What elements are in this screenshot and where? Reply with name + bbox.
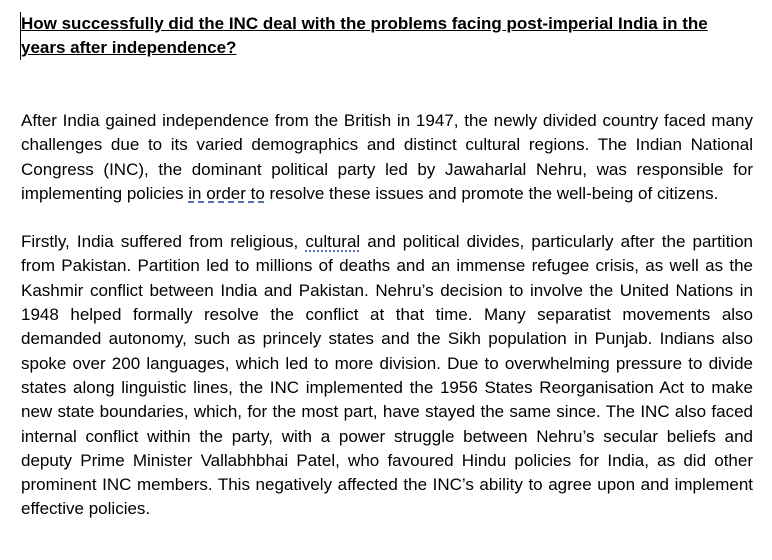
paragraph-firstly-text-start: Firstly, India suffered from religious,: [21, 232, 306, 252]
paragraph-firstly-text-end: and political divides, particularly after the partition from Pakistan. Partition led to millions of deaths and an immense refugee crisis, as well as the Kashmir conflict between India and Pakistan. Nehru’s decision to involve the United Nations in 1948 helped formally resolve the conflict at that time. Many separatist movements also demanded autonomy, such as princely states and the Sikh population in Punjab. Indians also spoke over 200 languages, which led to more division. Due to overwhelming pressure to divide states along linguistic lines, the INC implemented the 1956 States Reorganisation Act to make new state boundaries, which, for the most part, have stayed the same since. The INC also faced internal conflict within the party, with a power struggle between Nehru’s secular beliefs and deputy Prime Minister Vallabhbhai Patel, who favoured Hindu policies for India, as did other prominent INC members. This negatively affected the INC’s ability to agree upon and implement effective policies.: [21, 232, 753, 519]
paragraph-intro-text-end: resolve these issues and promote the well-being of citizens.: [264, 183, 719, 203]
paragraph-intro[interactable]: [21, 109, 753, 206]
paragraph-firstly[interactable]: [21, 230, 753, 522]
grammar-suggestion-in-order-to[interactable]: in order to: [188, 183, 265, 203]
document-page[interactable]: [21, 12, 753, 522]
paragraph-intro-text-start: After India gained independence from the British in 1947, the newly divided country faced many challenges due to its varied demographics and distinct cultural regions. The Indian National Congress (INC), the dominant political party led by Jawaharlal Nehru, was responsible for implementing policies: [21, 111, 753, 203]
document-title[interactable]: How successfully did the INC deal with the problems facing post-imperial India in the years after independence?: [20, 12, 753, 60]
grammar-suggestion-cultural[interactable]: cultural: [305, 232, 361, 252]
